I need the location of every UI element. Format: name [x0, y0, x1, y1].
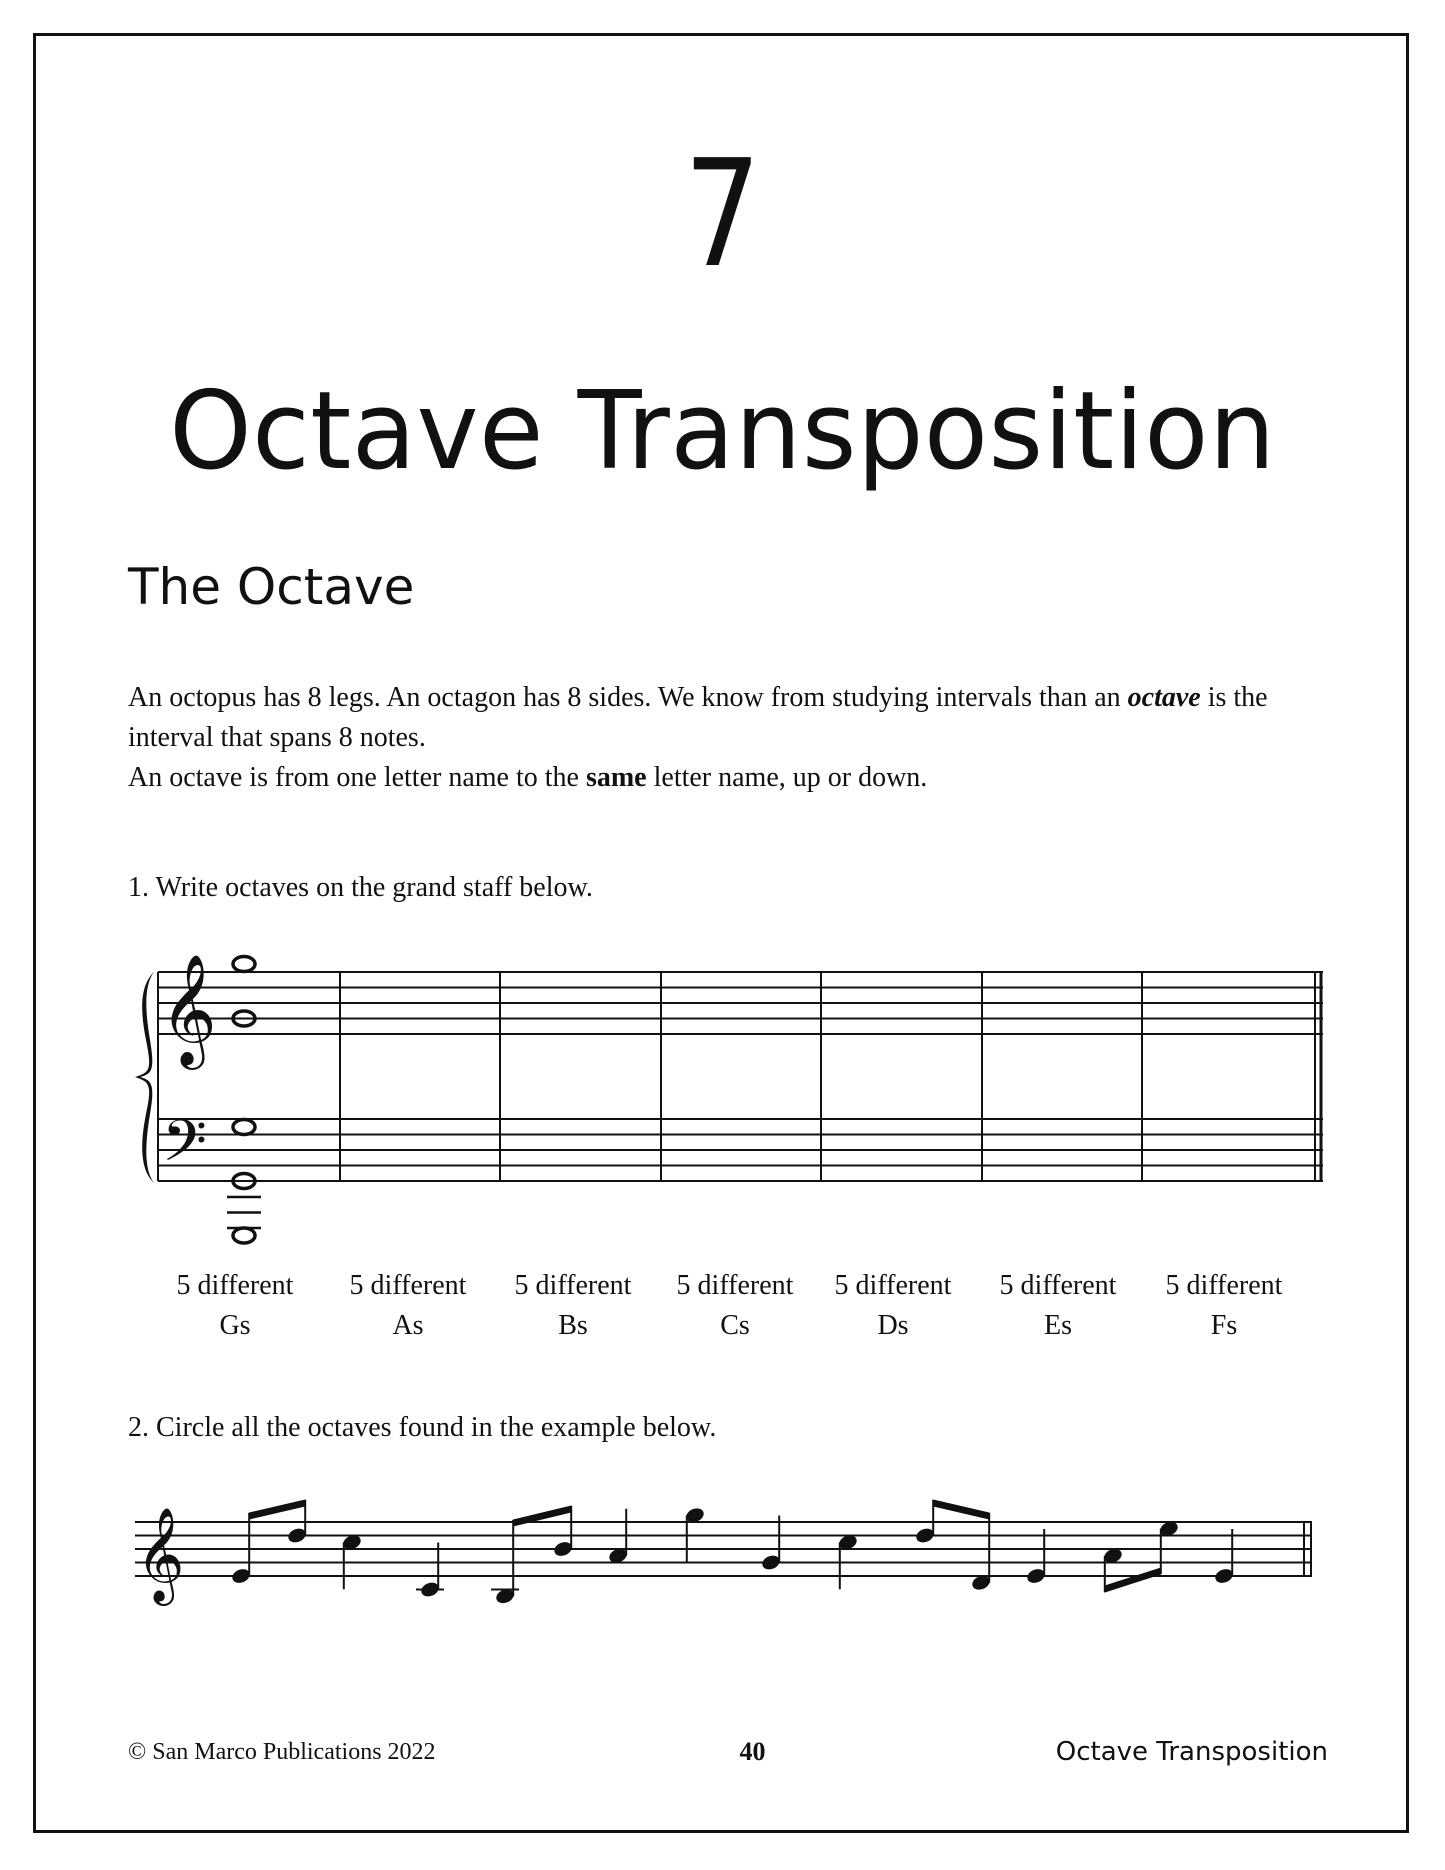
- melody-staff-lines: [135, 1522, 1312, 1576]
- label-ds: [808, 1266, 978, 1346]
- grand-staff-measures[interactable]: [158, 960, 1315, 1195]
- measure-4[interactable]: [661, 960, 821, 1195]
- label-as: [323, 1266, 493, 1346]
- section-title: The Octave: [128, 558, 415, 616]
- beam: [249, 1500, 305, 1519]
- label-bs: [488, 1266, 658, 1346]
- exercise-1-labels: [0, 1266, 1445, 1356]
- label-line2: Gs: [219, 1310, 251, 1341]
- label-line1: 5 different: [176, 1270, 294, 1301]
- label-line2: Ds: [877, 1310, 909, 1341]
- text-run: letter name, up or down.: [646, 762, 928, 793]
- text-run: is the interval that spans 8 notes.: [128, 682, 1268, 753]
- treble-clef-icon: 𝄞: [160, 953, 217, 1065]
- measure-5[interactable]: [821, 960, 982, 1195]
- label-line2: Bs: [558, 1310, 588, 1341]
- bass-clef-icon: 𝄢: [162, 1107, 208, 1189]
- note-C4[interactable]: [416, 1580, 444, 1599]
- measure-3[interactable]: [500, 960, 661, 1195]
- label-line1: 5 different: [514, 1270, 632, 1301]
- treble-clef-icon: 𝄞: [136, 1507, 185, 1602]
- label-line2: Cs: [720, 1310, 750, 1341]
- footer-running-title: Octave Transposition: [1055, 1737, 1328, 1767]
- text-run: An octopus has 8 legs. An octagon has 8 sides. We know from studying intervals than an: [128, 682, 1128, 713]
- label-line1: 5 different: [1165, 1270, 1283, 1301]
- text-run: An octave is from one letter name to the: [128, 762, 586, 793]
- beam: [1105, 1568, 1161, 1592]
- emphasis-same: same: [585, 762, 647, 793]
- footer-page-number: 40: [739, 1737, 766, 1766]
- melody-notes[interactable]: [230, 1500, 1235, 1606]
- emphasis-octave: octave: [1127, 682, 1201, 713]
- note-B3[interactable]: [491, 1587, 519, 1606]
- label-line1: 5 different: [349, 1270, 467, 1301]
- grand-staff[interactable]: [135, 953, 1323, 1243]
- label-es: [973, 1266, 1143, 1346]
- label-line2: Es: [1044, 1310, 1072, 1341]
- footer-copyright: © San Marco Publications 2022: [128, 1739, 436, 1765]
- chapter-number: 7: [683, 128, 762, 300]
- chapter-title: Octave Transposition: [169, 369, 1276, 494]
- melody-staff[interactable]: [135, 1500, 1312, 1606]
- measure-2[interactable]: [340, 960, 500, 1195]
- brace-icon: [135, 972, 154, 1183]
- label-line1: 5 different: [676, 1270, 794, 1301]
- measure-7[interactable]: [1142, 960, 1315, 1195]
- label-fs: [1139, 1266, 1309, 1346]
- label-cs: [650, 1266, 820, 1346]
- label-line2: As: [392, 1310, 424, 1341]
- label-line1: 5 different: [999, 1270, 1117, 1301]
- exercise-2-instruction: 2. Circle all the octaves found in the example below.: [128, 1412, 717, 1443]
- label-line2: Fs: [1210, 1310, 1238, 1341]
- exercise-1-instruction: 1. Write octaves on the grand staff below.: [128, 872, 593, 903]
- label-gs: [150, 1266, 320, 1346]
- beam: [933, 1500, 989, 1519]
- whole-note-G1: [233, 1228, 255, 1243]
- measure-6[interactable]: [982, 960, 1142, 1195]
- label-line1: 5 different: [834, 1270, 952, 1301]
